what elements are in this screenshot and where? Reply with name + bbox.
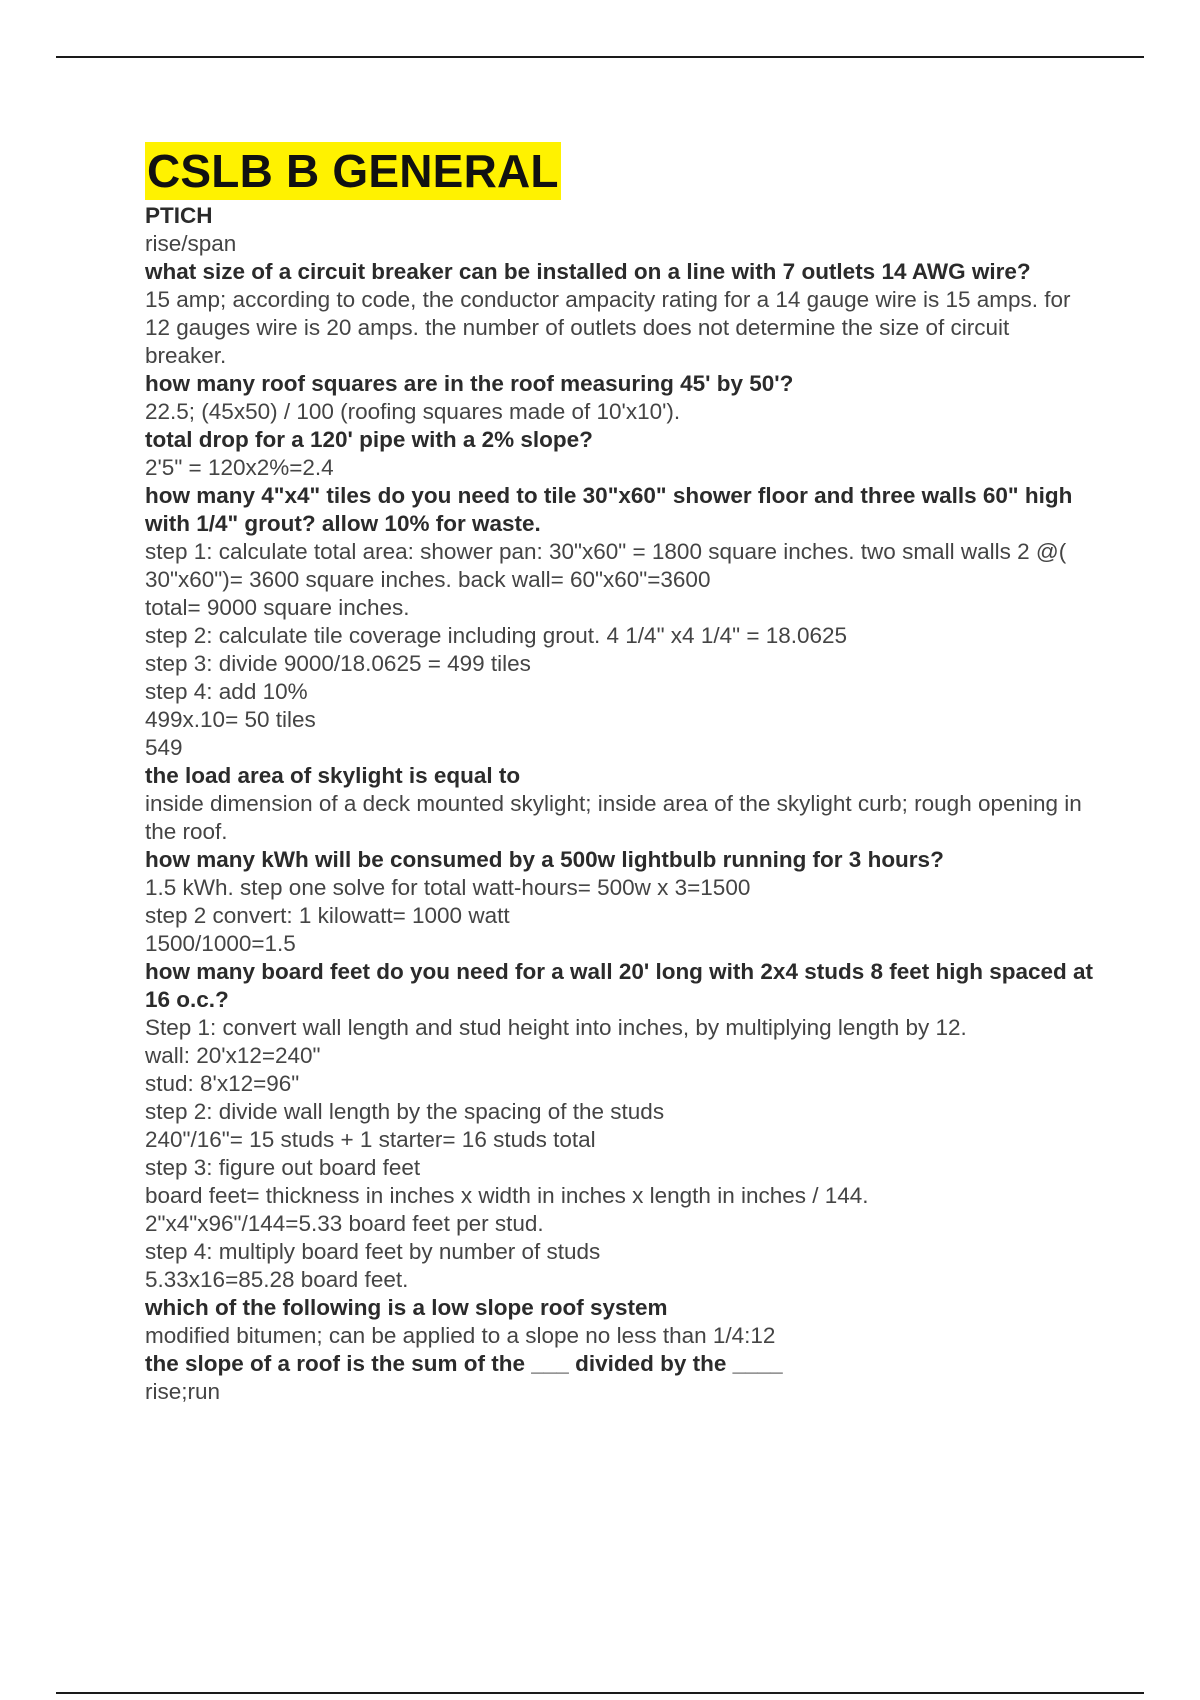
- answer-line: step 2: divide wall length by the spacing of the studs: [145, 1099, 665, 1124]
- answer-block: [145, 538, 1095, 762]
- answer-line: step 4: add 10%: [145, 679, 308, 704]
- answer-line: 549: [145, 735, 183, 760]
- answer-line: step 3: figure out board feet: [145, 1155, 421, 1180]
- question-text: how many kWh will be consumed by a 500w lightbulb running for 3 hours?: [145, 847, 944, 872]
- answer-line: 2'5" = 120x2%=2.4: [145, 455, 334, 480]
- answer-block: [145, 230, 1095, 258]
- answer-line: 2"x4"x96"/144=5.33 board feet per stud.: [145, 1211, 544, 1236]
- answer-line: step 3: divide 9000/18.0625 = 499 tiles: [145, 651, 531, 676]
- answer-block: [145, 874, 1095, 958]
- document-body: [145, 142, 1095, 1406]
- answer-line: board feet= thickness in inches x width in inches x length in inches / 144.: [145, 1183, 869, 1208]
- question-text: PTICH: [145, 203, 213, 228]
- answer-block: [145, 1014, 1095, 1294]
- question-text: how many roof squares are in the roof measuring 45' by 50'?: [145, 371, 794, 396]
- question-text: how many board feet do you need for a wall 20' long with 2x4 studs 8 feet high spaced at 16 o.c.?: [145, 959, 1094, 1012]
- answer-line: rise/span: [145, 231, 237, 256]
- top-rule: [56, 56, 1144, 58]
- answer-block: [145, 398, 1095, 426]
- answer-line: 1500/1000=1.5: [145, 931, 296, 956]
- answer-line: total= 9000 square inches.: [145, 595, 410, 620]
- answer-line: 499x.10= 50 tiles: [145, 707, 316, 732]
- answer-block: [145, 790, 1095, 846]
- answer-line: 15 amp; according to code, the conductor ampacity rating for a 14 gauge wire is 15 amps. for 12 gauges wire is 20 amps. the number of outlets does not determine the size of circuit breaker.: [145, 287, 1071, 368]
- answer-line: step 1: calculate total area: shower pan: 30"x60" = 1800 square inches. two small walls 2 @( 30"x60")= 3600 square inches. back wall= 60"x60"=3600: [145, 539, 1067, 592]
- question-text: how many 4"x4" tiles do you need to tile 30"x60" shower floor and three walls 60" high with 1/4" grout? allow 10% for waste.: [145, 483, 1073, 536]
- answer-line: step 4: multiply board feet by number of studs: [145, 1239, 601, 1264]
- answer-line: stud: 8'x12=96": [145, 1071, 300, 1096]
- answer-line: 5.33x16=85.28 board feet.: [145, 1267, 409, 1292]
- answer-block: [145, 1322, 1095, 1350]
- answer-line: step 2: calculate tile coverage including grout. 4 1/4" x4 1/4" = 18.0625: [145, 623, 848, 648]
- answer-line: Step 1: convert wall length and stud height into inches, by multiplying length by 12.: [145, 1015, 967, 1040]
- answer-line: modified bitumen; can be applied to a slope no less than 1/4:12: [145, 1323, 776, 1348]
- answer-line: rise;run: [145, 1379, 221, 1404]
- document-title: CSLB B GENERAL: [145, 142, 561, 200]
- answer-line: 1.5 kWh. step one solve for total watt-hours= 500w x 3=1500: [145, 875, 751, 900]
- answer-block: [145, 454, 1095, 482]
- question-text: which of the following is a low slope roof system: [145, 1295, 668, 1320]
- answer-line: 240"/16"= 15 studs + 1 starter= 16 studs total: [145, 1127, 596, 1152]
- answer-line: step 2 convert: 1 kilowatt= 1000 watt: [145, 903, 510, 928]
- answer-block: [145, 286, 1095, 370]
- question-text: the slope of a roof is the sum of the ___ divided by the ____: [145, 1351, 783, 1376]
- answer-line: inside dimension of a deck mounted skylight; inside area of the skylight curb; rough opening in the roof.: [145, 791, 1082, 844]
- answer-line: wall: 20'x12=240": [145, 1043, 321, 1068]
- qa-list: [145, 202, 1095, 1406]
- question-text: total drop for a 120' pipe with a 2% slope?: [145, 427, 593, 452]
- question-text: what size of a circuit breaker can be installed on a line with 7 outlets 14 AWG wire?: [145, 259, 1031, 284]
- question-text: the load area of skylight is equal to: [145, 763, 521, 788]
- answer-block: [145, 1378, 1095, 1406]
- bottom-rule: [56, 1692, 1144, 1694]
- answer-line: 22.5; (45x50) / 100 (roofing squares made of 10'x10').: [145, 399, 681, 424]
